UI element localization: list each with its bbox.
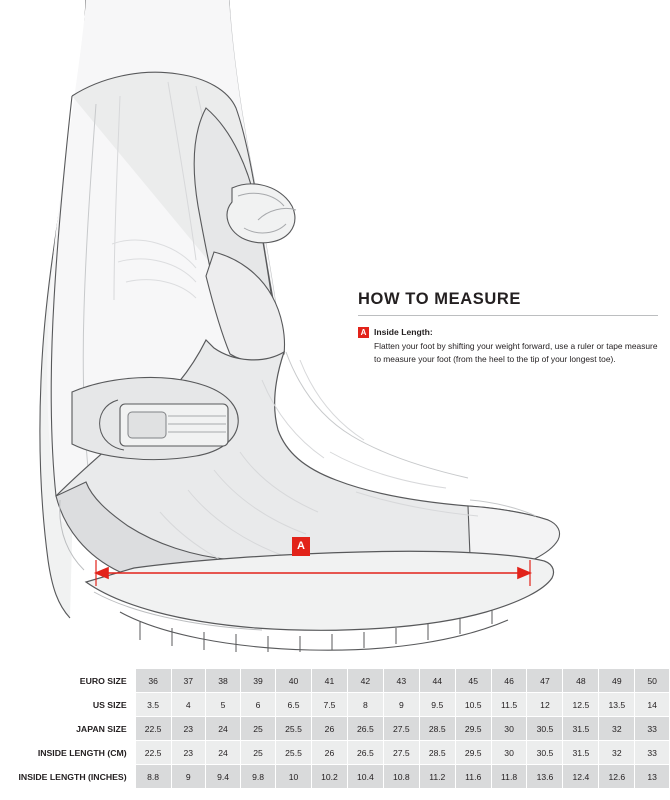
cell: 25.5 xyxy=(276,741,312,765)
cell: 9 xyxy=(383,693,419,717)
cell: 10 xyxy=(276,765,312,789)
cell: 9.8 xyxy=(241,765,276,789)
cell: 25 xyxy=(241,741,276,765)
cell: 12 xyxy=(527,693,563,717)
row-label-japan-size: JAPAN SIZE xyxy=(0,717,135,741)
cell: 32 xyxy=(599,741,635,765)
cell: 22.5 xyxy=(135,741,171,765)
cell: 29.5 xyxy=(455,741,491,765)
cell: 39 xyxy=(241,669,276,693)
cell: 27.5 xyxy=(383,717,419,741)
cell: 13 xyxy=(635,765,670,789)
cell: 13.6 xyxy=(527,765,563,789)
cell: 8 xyxy=(347,693,383,717)
cell: 48 xyxy=(563,669,599,693)
cell: 24 xyxy=(206,741,241,765)
cell: 50 xyxy=(635,669,670,693)
inside-length-description: Flatten your foot by shifting your weight forward, use a ruler or tape measure to measure your foot (from the heel to the tip of your longest toe). xyxy=(374,341,658,364)
cell: 11.2 xyxy=(419,765,455,789)
cell: 44 xyxy=(419,669,455,693)
inside-length-label: Inside Length: xyxy=(374,327,433,337)
table-row xyxy=(0,741,670,765)
cell: 14 xyxy=(635,693,670,717)
cell: 26 xyxy=(311,741,347,765)
cell: 43 xyxy=(383,669,419,693)
cell: 11.8 xyxy=(491,765,527,789)
cell: 25.5 xyxy=(276,717,312,741)
cell: 45 xyxy=(455,669,491,693)
size-table-body xyxy=(0,669,670,789)
size-conversion-table xyxy=(0,668,670,789)
cell: 30.5 xyxy=(527,717,563,741)
row-label-euro-size: EURO SIZE xyxy=(0,669,135,693)
cell: 10.2 xyxy=(311,765,347,789)
cell: 12.5 xyxy=(563,693,599,717)
cell: 26.5 xyxy=(347,741,383,765)
cell: 11.5 xyxy=(491,693,527,717)
cell: 4 xyxy=(171,693,206,717)
cell: 6.5 xyxy=(276,693,312,717)
cell: 41 xyxy=(311,669,347,693)
cell: 47 xyxy=(527,669,563,693)
cell: 12.6 xyxy=(599,765,635,789)
table-row xyxy=(0,717,670,741)
cell: 26.5 xyxy=(347,717,383,741)
cell: 9.4 xyxy=(206,765,241,789)
cell: 33 xyxy=(635,717,670,741)
row-label-inside-length-inches: INSIDE LENGTH (INCHES) xyxy=(0,765,135,789)
table-row xyxy=(0,693,670,717)
cell: 5 xyxy=(206,693,241,717)
row-label-inside-length-cm: INSIDE LENGTH (CM) xyxy=(0,741,135,765)
table-row xyxy=(0,765,670,789)
cell: 13.5 xyxy=(599,693,635,717)
cell: 31.5 xyxy=(563,741,599,765)
cell: 3.5 xyxy=(135,693,171,717)
how-to-measure-title: HOW TO MEASURE xyxy=(358,290,522,308)
cell: 27.5 xyxy=(383,741,419,765)
cell: 9.5 xyxy=(419,693,455,717)
cell: 42 xyxy=(347,669,383,693)
cell: 25 xyxy=(241,717,276,741)
table-row xyxy=(0,669,670,693)
cell: 9 xyxy=(171,765,206,789)
instruction-text-block xyxy=(374,326,658,365)
title-divider xyxy=(358,315,658,316)
cell: 29.5 xyxy=(455,717,491,741)
cell: 10.8 xyxy=(383,765,419,789)
cell: 10.4 xyxy=(347,765,383,789)
cell: 11.6 xyxy=(455,765,491,789)
cell: 24 xyxy=(206,717,241,741)
cell: 33 xyxy=(635,741,670,765)
cell: 30.5 xyxy=(527,741,563,765)
cell: 30 xyxy=(491,717,527,741)
cell: 12.4 xyxy=(563,765,599,789)
cell: 28.5 xyxy=(419,717,455,741)
measurement-marker-a: A xyxy=(292,537,310,556)
marker-a-icon: A xyxy=(358,327,369,338)
cell: 30 xyxy=(491,741,527,765)
cell: 36 xyxy=(135,669,171,693)
inside-length-instruction xyxy=(358,326,658,365)
cell: 22.5 xyxy=(135,717,171,741)
how-to-measure-section xyxy=(358,290,658,365)
cell: 38 xyxy=(206,669,241,693)
cell: 28.5 xyxy=(419,741,455,765)
cell: 10.5 xyxy=(455,693,491,717)
cell: 8.8 xyxy=(135,765,171,789)
row-label-us-size: US SIZE xyxy=(0,693,135,717)
cell: 23 xyxy=(171,741,206,765)
cell: 32 xyxy=(599,717,635,741)
cell: 49 xyxy=(599,669,635,693)
cell: 46 xyxy=(491,669,527,693)
cell: 31.5 xyxy=(563,717,599,741)
cell: 23 xyxy=(171,717,206,741)
cell: 40 xyxy=(276,669,312,693)
cell: 7.5 xyxy=(311,693,347,717)
cell: 6 xyxy=(241,693,276,717)
cell: 26 xyxy=(311,717,347,741)
cell: 37 xyxy=(171,669,206,693)
